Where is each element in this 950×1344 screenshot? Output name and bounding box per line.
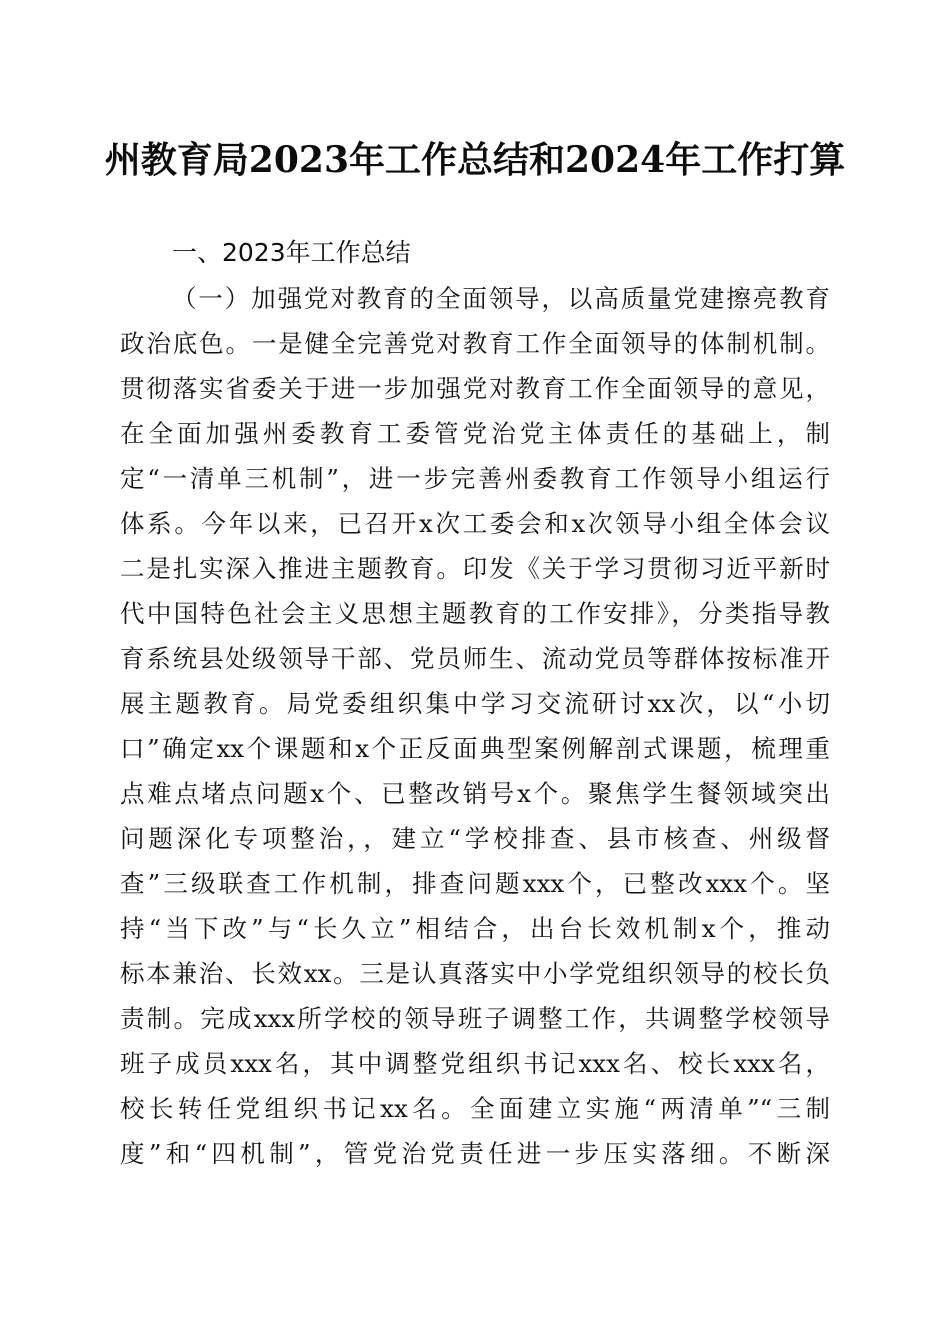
body-text-line: 查”三级联查工作机制，排查问题xxx个，已整改xxx个。坚: [120, 869, 830, 898]
body-text-line: 口”确定xx个课题和x个正反面典型案例解剖式课题，梳理重: [120, 734, 830, 763]
body-text-line: 度”和“四机制”，管党治党责任进一步压实落细。不断深: [120, 1139, 830, 1168]
body-text-line: 代中国特色社会主义思想主题教育的工作安排》，分类指导教: [120, 599, 830, 628]
body-text-line: 点难点堵点问题x个、已整改销号x个。聚焦学生餐领域突出: [120, 779, 830, 808]
body-text-line: 问题深化专项整治，，建立“学校排查、县市核查、州级督: [120, 824, 830, 853]
body-text-line: 标本兼治、长效xx。三是认真落实中小学党组织领导的校长负: [120, 959, 830, 988]
body-text: [120, 276, 830, 1176]
body-text-line: 政治底色。一是健全完善党对教育工作全面领导的体制机制。: [120, 329, 830, 358]
body-text-line: 持“当下改”与“长久立”相结合，出台长效机制x个，推动: [120, 914, 830, 943]
body-text-line: 二是扎实深入推进主题教育。印发《关于学习贯彻习近平新时: [120, 554, 830, 583]
body-text-line: 育系统县处级领导干部、党员师生、流动党员等群体按标准开: [120, 644, 830, 673]
section-heading: 一、2023年工作总结: [172, 238, 411, 267]
body-text-line: 体系。今年以来，已召开x次工委会和x次领导小组全体会议: [120, 509, 830, 538]
body-text-line: 定“一清单三机制”，进一步完善州委教育工作领导小组运行: [120, 464, 830, 493]
document-title: 州教育局2023年工作总结和2024年工作打算: [104, 139, 846, 181]
body-text-line: 在全面加强州委教育工委管党治党主体责任的基础上，制: [120, 419, 830, 448]
body-text-line: 展主题教育。局党委组织集中学习交流研讨xx次，以“小切: [120, 689, 830, 718]
body-text-line: 班子成员xxx名，其中调整党组织书记xxx名、校长xxx名，: [120, 1049, 830, 1078]
body-text-line: 责制。完成xxx所学校的领导班子调整工作，共调整学校领导: [120, 1004, 830, 1033]
body-text-line: （一）加强党对教育的全面领导，以高质量党建擦亮教育: [172, 284, 830, 313]
body-text-line: 校长转任党组织书记xx名。全面建立实施“两清单”“三制: [120, 1094, 830, 1123]
body-text-line: 贯彻落实省委关于进一步加强党对教育工作全面领导的意见，: [120, 374, 830, 403]
